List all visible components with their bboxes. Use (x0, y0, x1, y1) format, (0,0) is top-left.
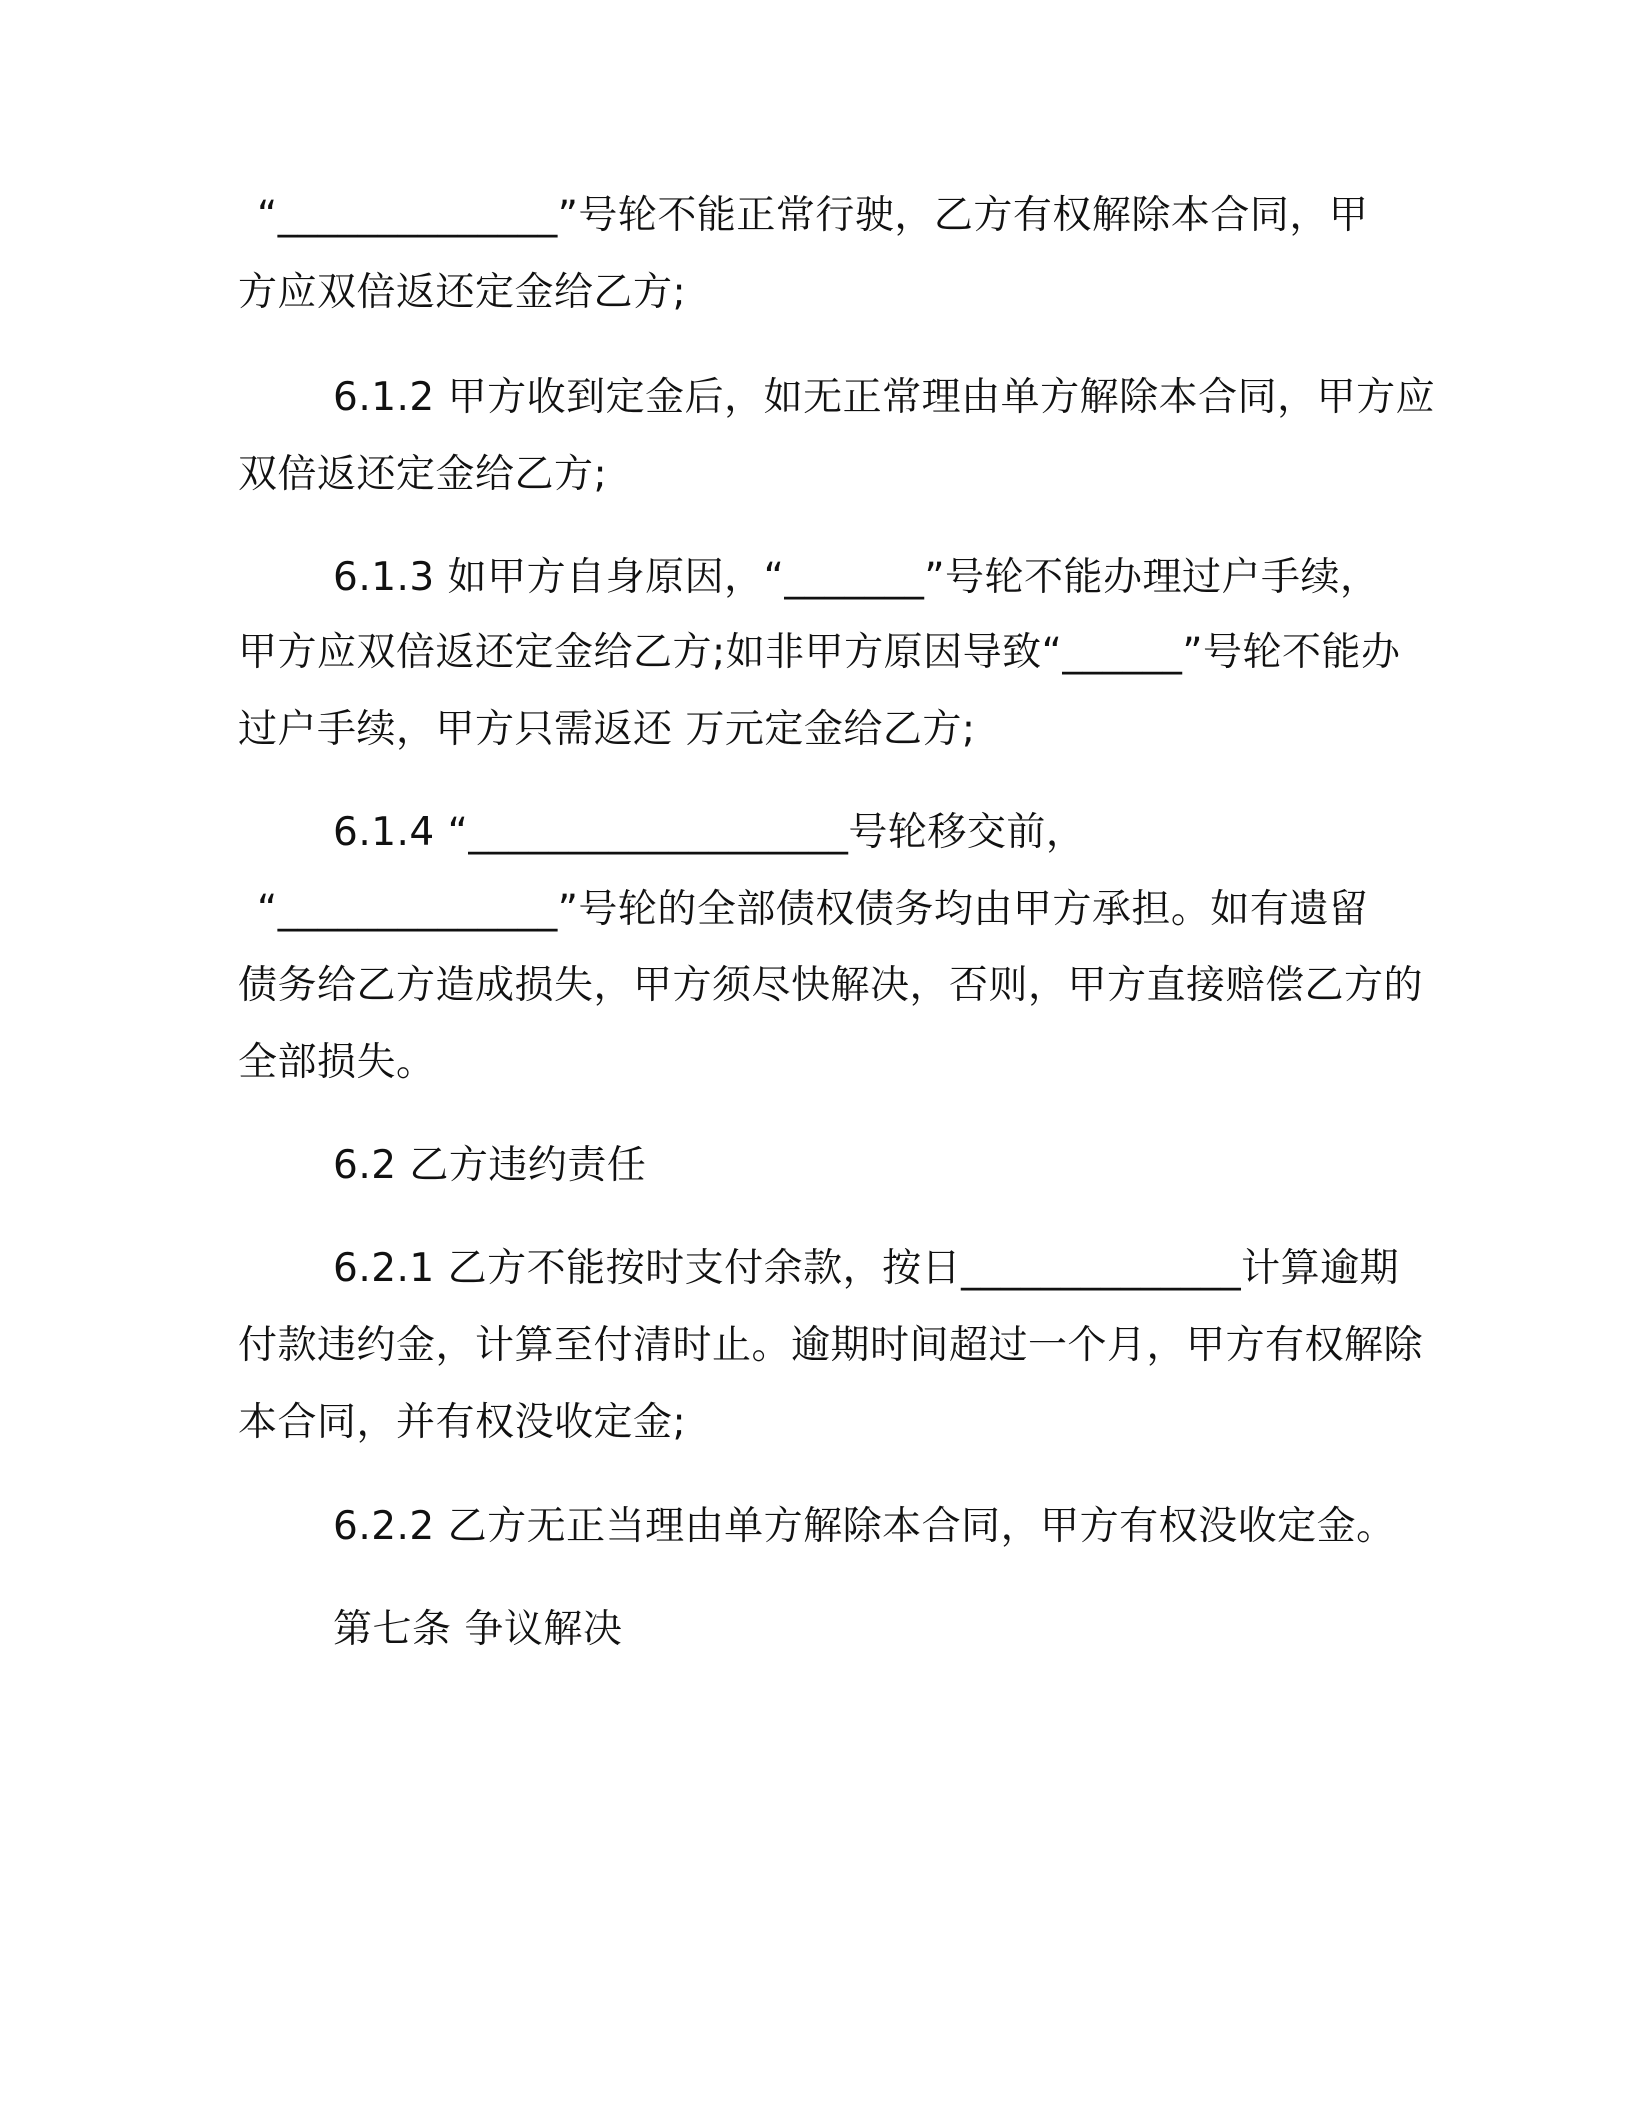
text-line: “______________”号轮不能正常行驶，乙方有权解除本合同，甲 (257, 193, 1369, 238)
text-line: 方应双倍返还定金给乙方; (238, 270, 687, 315)
text-line: 6.2.1 乙方不能按时支付余款，按日______________计算逾期 (333, 1246, 1400, 1291)
text-line: 6.1.3 如甲方自身原因，“_______”号轮不能办理过户手续， (333, 555, 1380, 600)
text-line: 本合同，并有权没收定金; (238, 1400, 687, 1445)
section-heading: 6.2 乙方违约责任 (333, 1143, 647, 1188)
text-line: 债务给乙方造成损失，甲方须尽快解决，否则，甲方直接赔偿乙方的 (238, 963, 1424, 1008)
text-line: 双倍返还定金给乙方; (238, 452, 608, 497)
text-line: 甲方应双倍返还定金给乙方;如非甲方原因导致“______”号轮不能办 (238, 630, 1401, 675)
text-line: 付款违约金，计算至付清时止。逾期时间超过一个月，甲方有权解除 (238, 1323, 1424, 1368)
text-line: 过户手续，甲方只需返还 万元定金给乙方; (238, 707, 976, 752)
text-line: “______________”号轮的全部债权债务均由甲方承担。如有遗留 (257, 887, 1369, 932)
text-line: 6.1.4 “___________________号轮移交前， (333, 810, 1086, 855)
article-heading: 第七条 争议解决 (333, 1607, 623, 1652)
text-line: 全部损失。 (238, 1040, 436, 1085)
text-line: 6.1.2 甲方收到定金后，如无正常理由单方解除本合同，甲方应 (333, 375, 1436, 420)
text-line: 6.2.2 乙方无正当理由单方解除本合同，甲方有权没收定金。 (333, 1504, 1396, 1549)
